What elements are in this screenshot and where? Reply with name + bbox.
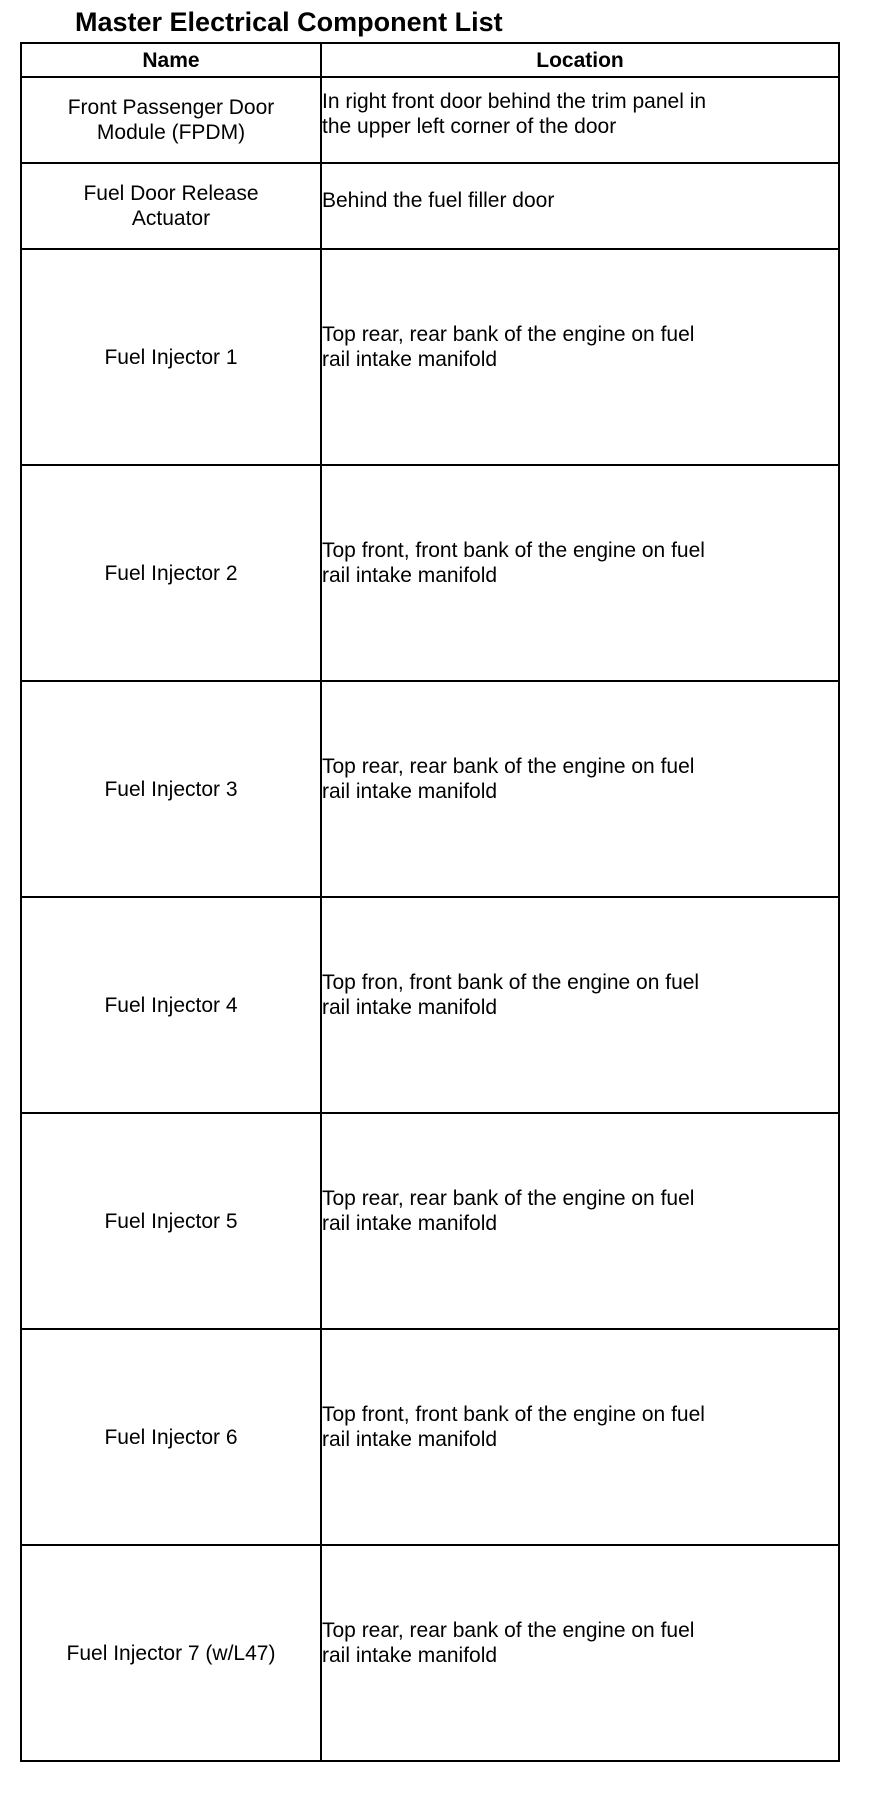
component-location-cell (321, 465, 839, 681)
column-header-location: Location (321, 43, 839, 77)
component-name-line: Front Passenger Door (67, 96, 275, 119)
component-location-text (322, 538, 838, 588)
component-location-text (322, 754, 838, 804)
component-name-line: Fuel Injector 1 (104, 345, 238, 369)
component-location-line: Top front, front bank of the engine on fuel (322, 539, 705, 562)
component-name-cell (21, 897, 321, 1113)
table-row (21, 163, 839, 249)
component-location-cell (321, 249, 839, 465)
component-table (20, 42, 840, 1762)
table-row (21, 465, 839, 681)
component-location-line: rail intake manifold (322, 996, 498, 1019)
component-name-cell (21, 1329, 321, 1545)
component-name-cell (21, 249, 321, 465)
component-location-line: rail intake manifold (322, 1428, 498, 1451)
table-row (21, 77, 839, 163)
component-name-line: Fuel Injector 7 (w/L47) (66, 1641, 276, 1665)
component-name-line: Actuator (131, 207, 211, 230)
component-name-line: Fuel Injector 4 (104, 993, 238, 1017)
component-location-cell (321, 1545, 839, 1761)
component-location-text (322, 970, 838, 1020)
component-name-line: Fuel Door Release (83, 182, 259, 205)
component-location-text (322, 1186, 838, 1236)
table-header-row (21, 43, 839, 77)
table-row (21, 1113, 839, 1329)
column-header-name: Name (21, 43, 321, 77)
page-title: Master Electrical Component List (75, 7, 503, 37)
component-location-line: Top fron, front bank of the engine on fuel (322, 971, 700, 994)
component-name-line: Fuel Injector 3 (104, 777, 238, 801)
component-location-cell (321, 681, 839, 897)
component-location-line: rail intake manifold (322, 1644, 498, 1667)
component-location-cell (321, 1113, 839, 1329)
component-name-cell (21, 465, 321, 681)
component-location-text (322, 89, 838, 139)
component-location-line: Behind the fuel filler door (322, 188, 555, 212)
component-name-cell (21, 681, 321, 897)
component-location-cell (321, 77, 839, 163)
table-row (21, 681, 839, 897)
component-name-cell (21, 1545, 321, 1761)
component-name-line: Module (FPDM) (96, 121, 246, 144)
table-row (21, 249, 839, 465)
component-location-line: rail intake manifold (322, 1212, 498, 1235)
component-location-text (322, 1618, 838, 1668)
component-location-cell (321, 1329, 839, 1545)
component-location-text (322, 188, 838, 213)
component-location-line: Top rear, rear bank of the engine on fuel (322, 755, 695, 778)
table-body (21, 77, 839, 1761)
table-row (21, 1329, 839, 1545)
component-location-line: Top rear, rear bank of the engine on fuel (322, 323, 695, 346)
component-location-line: Top rear, rear bank of the engine on fuel (322, 1187, 695, 1210)
component-location-line: Top front, front bank of the engine on fuel (322, 1403, 705, 1426)
table-row (21, 897, 839, 1113)
component-name-cell (21, 77, 321, 163)
component-location-text (322, 1402, 838, 1452)
component-name-cell (21, 163, 321, 249)
component-location-cell (321, 897, 839, 1113)
component-location-line: Top rear, rear bank of the engine on fuel (322, 1619, 695, 1642)
component-location-text (322, 322, 838, 372)
component-location-line: rail intake manifold (322, 348, 498, 371)
table-row (21, 1545, 839, 1761)
component-location-line: In right front door behind the trim panel in (322, 90, 707, 113)
component-name-cell (21, 1113, 321, 1329)
component-name-line: Fuel Injector 5 (104, 1209, 238, 1233)
component-location-line: rail intake manifold (322, 780, 498, 803)
component-location-line: the upper left corner of the door (322, 115, 617, 138)
component-name-line: Fuel Injector 6 (104, 1425, 238, 1449)
component-location-line: rail intake manifold (322, 564, 498, 587)
component-location-cell (321, 163, 839, 249)
component-name-line: Fuel Injector 2 (104, 561, 238, 585)
